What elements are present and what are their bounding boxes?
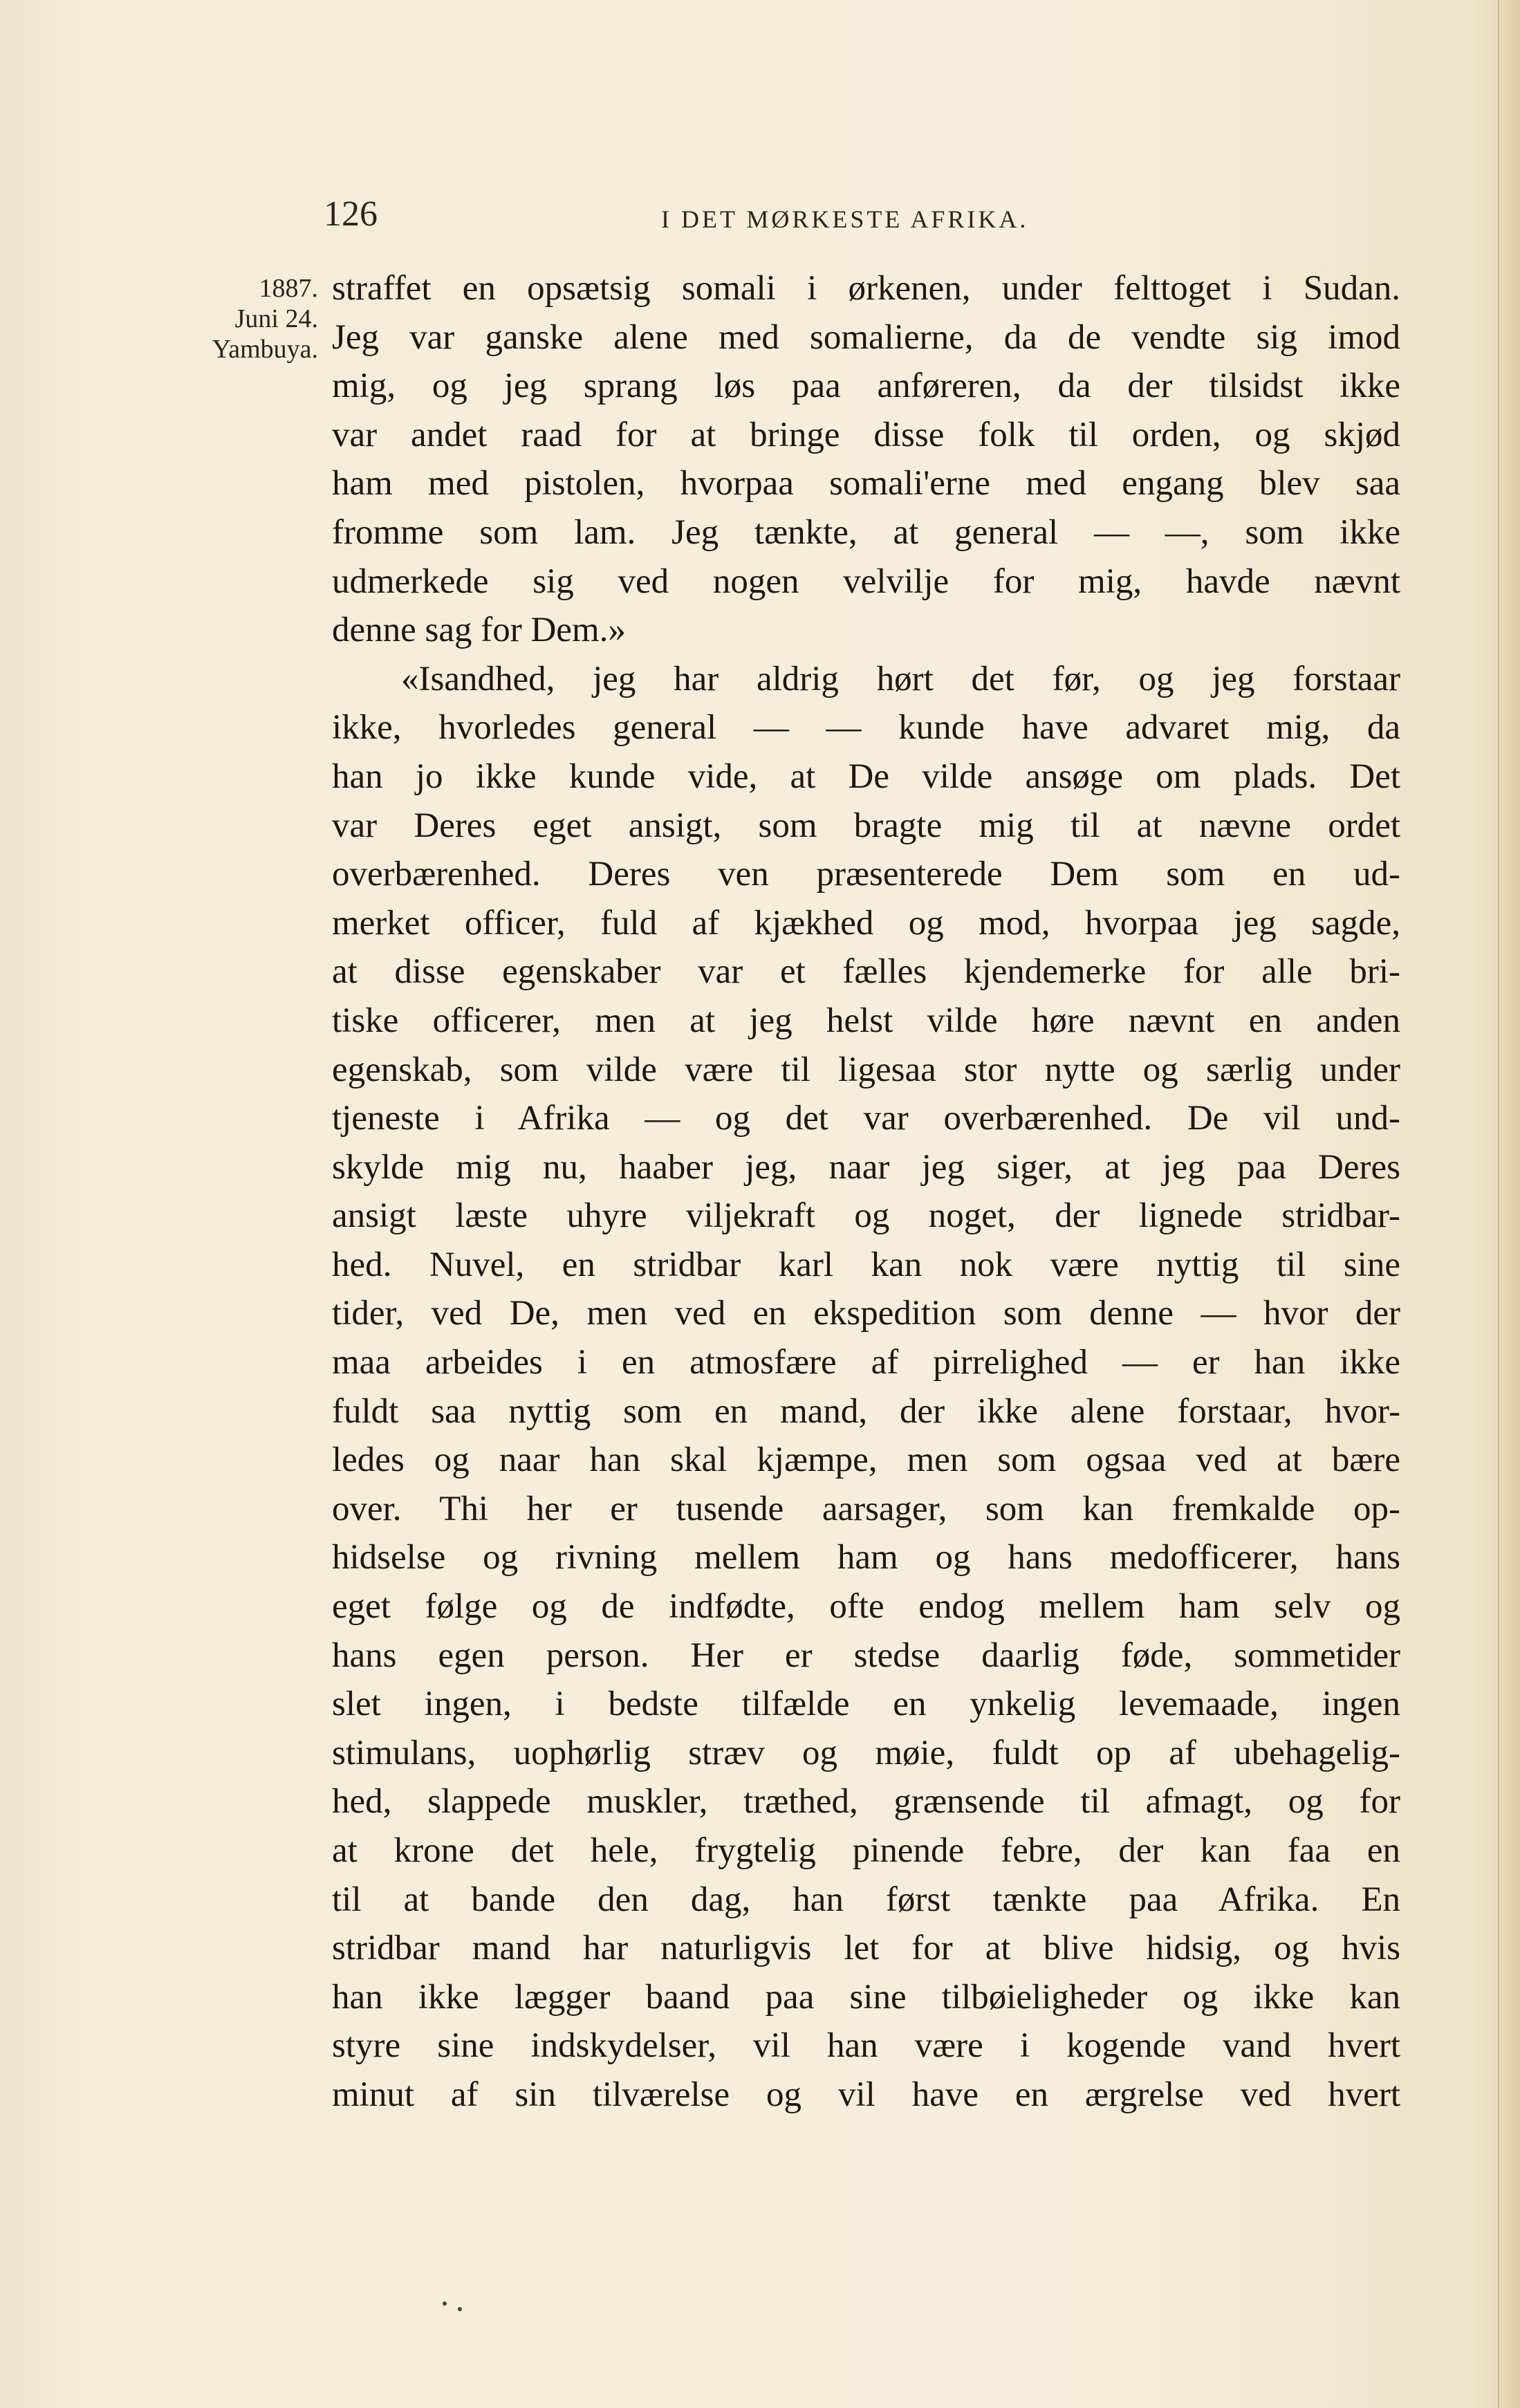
- text-line: stimulans, uophørlig stræv og møie, fuldt op af ubehagelig-: [332, 1733, 1400, 1772]
- text-line: hed. Nuvel, en stridbar karl kan nok være nyttig til sine: [332, 1245, 1400, 1284]
- text-line: ledes og naar han skal kjæmpe, men som ogsaa ved at bære: [332, 1441, 1400, 1480]
- text-line: slet ingen, i bedste tilfælde en ynkelig levemaade, ingen: [332, 1685, 1400, 1724]
- margin-note-year: 1887.: [259, 274, 318, 303]
- text-line: ansigt læste uhyre viljekraft og noget, der lignede stridbar-: [332, 1196, 1400, 1236]
- text-line: ikke, hvorledes general — — kunde have advaret mig, da: [332, 708, 1400, 748]
- margin-note-place: Yambuya.: [212, 335, 318, 364]
- running-title: I DET MØRKESTE AFRIKA.: [661, 205, 1029, 233]
- text-line: til at bande den dag, han først tænkte paa Afrika. En: [332, 1880, 1400, 1919]
- ink-speck: [443, 2302, 447, 2306]
- paragraph-2: [332, 655, 1400, 2120]
- text-line: at krone det hele, frygtelig pinende febre, der kan faa en: [332, 1831, 1400, 1870]
- text-line: var andet raad for at bringe disse folk til orden, og skjød: [332, 415, 1400, 454]
- text-line: ham med pistolen, hvorpaa somali'erne med engang blev saa: [332, 464, 1400, 503]
- text-line: skylde mig nu, haaber jeg, naar jeg siger, at jeg paa Deres: [332, 1147, 1400, 1187]
- text-line: styre sine indskydelser, vil han være i kogende vand hvert: [332, 2026, 1400, 2066]
- text-line: tider, ved De, men ved en ekspedition som denne — hvor der: [332, 1294, 1400, 1333]
- text-line: tiske officerer, men at jeg helst vilde høre nævnt en anden: [332, 1001, 1400, 1040]
- margin-note-date: Juni 24.: [234, 304, 318, 333]
- ink-speck: [458, 2307, 462, 2311]
- text-line: han ikke lægger baand paa sine tilbøieligheder og ikke kan: [332, 1977, 1400, 2017]
- text-line: denne sag for Dem.»: [332, 611, 626, 650]
- text-line: fromme som lam. Jeg tænkte, at general — —, som ikke: [332, 512, 1400, 552]
- margin-note: [173, 273, 318, 364]
- text-line: fuldt saa nyttig som en mand, der ikke alene forstaar, hvor-: [332, 1391, 1400, 1431]
- page-edge: [1498, 0, 1520, 2408]
- text-line: egenskab, som vilde være til ligesaa stor nytte og særlig under: [332, 1050, 1400, 1089]
- text-line: maa arbeides i en atmosfære af pirrelighed — er han ikke: [332, 1343, 1400, 1382]
- page-header: [324, 194, 1402, 249]
- text-line: merket officer, fuld af kjækhed og mod, hvorpaa jeg sagde,: [332, 903, 1400, 943]
- text-line: straffet en opsætsig somali i ørkenen, under felttoget i Sudan.: [332, 269, 1400, 308]
- text-line: overbærenhed. Deres ven præsenterede Dem som en ud-: [332, 855, 1400, 894]
- paragraph-1: [332, 264, 1400, 655]
- text-line: tjeneste i Afrika — og det var overbærenhed. De vil und-: [332, 1099, 1400, 1138]
- page-number: 126: [324, 194, 378, 234]
- text-line: «Isandhed, jeg har aldrig hørt det før, og jeg forstaar: [401, 659, 1400, 698]
- text-line: hans egen person. Her er stedse daarlig føde, sommetider: [332, 1636, 1400, 1675]
- text-line: mig, og jeg sprang løs paa anføreren, da der tilsidst ikke: [332, 367, 1400, 406]
- text-line: Jeg var ganske alene med somalierne, da de vendte sig imod: [332, 317, 1400, 357]
- text-line: var Deres eget ansigt, som bragte mig til at nævne ordet: [332, 806, 1400, 845]
- text-line: at disse egenskaber var et fælles kjendemerke for alle bri-: [332, 952, 1400, 992]
- body-text: [332, 264, 1400, 2120]
- text-line: hed, slappede muskler, træthed, grænsende til afmagt, og for: [332, 1782, 1400, 1822]
- text-line: han jo ikke kunde vide, at De vilde ansøge om plads. Det: [332, 757, 1400, 796]
- text-line: over. Thi her er tusende aarsager, som kan fremkalde op-: [332, 1489, 1400, 1528]
- text-line: stridbar mand har naturligvis let for at blive hidsig, og hvis: [332, 1929, 1400, 1968]
- text-line: udmerkede sig ved nogen velvilje for mig, havde nævnt: [332, 562, 1400, 601]
- text-line: minut af sin tilværelse og vil have en ærgrelse ved hvert: [332, 2075, 1400, 2114]
- text-line: hidselse og rivning mellem ham og hans medofficerer, hans: [332, 1538, 1400, 1577]
- text-line: eget følge og de indfødte, ofte endog mellem ham selv og: [332, 1587, 1400, 1627]
